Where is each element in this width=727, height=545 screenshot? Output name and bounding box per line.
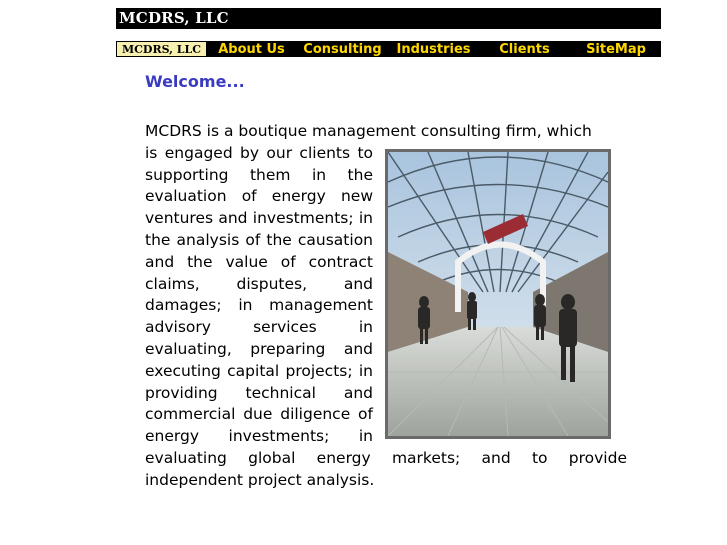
- concourse-photo: [385, 149, 611, 439]
- nav-home[interactable]: MCDRS, LLC: [116, 41, 207, 57]
- nav-consulting[interactable]: Consulting: [298, 41, 389, 57]
- nav-clients[interactable]: Clients: [480, 41, 571, 57]
- nav-sitemap[interactable]: SiteMap: [586, 41, 646, 57]
- site-logo-text: MCDRS, LLC: [119, 9, 229, 27]
- concourse-image: [388, 152, 608, 436]
- main-nav: [116, 41, 661, 57]
- intro-text: [145, 121, 627, 492]
- nav-about-us[interactable]: About Us: [207, 41, 298, 57]
- intro-lead: MCDRS is a boutique management consulting firm, which: [145, 122, 592, 140]
- nav-industries[interactable]: Industries: [389, 41, 480, 57]
- intro-rest: is engaged by our clients to supporting them in the evaluation of energy new ventures and investments; in the analysis of the causation and the value of contract claims, disputes, and damages; in management advisory services in evaluating, preparing and executing capital projects; in providing technical and commercial due diligence of energy investments; in evaluating global energy markets; and to provide independent project analysis.: [145, 143, 627, 489]
- site-header: [116, 8, 661, 29]
- welcome-heading: Welcome...: [145, 72, 245, 91]
